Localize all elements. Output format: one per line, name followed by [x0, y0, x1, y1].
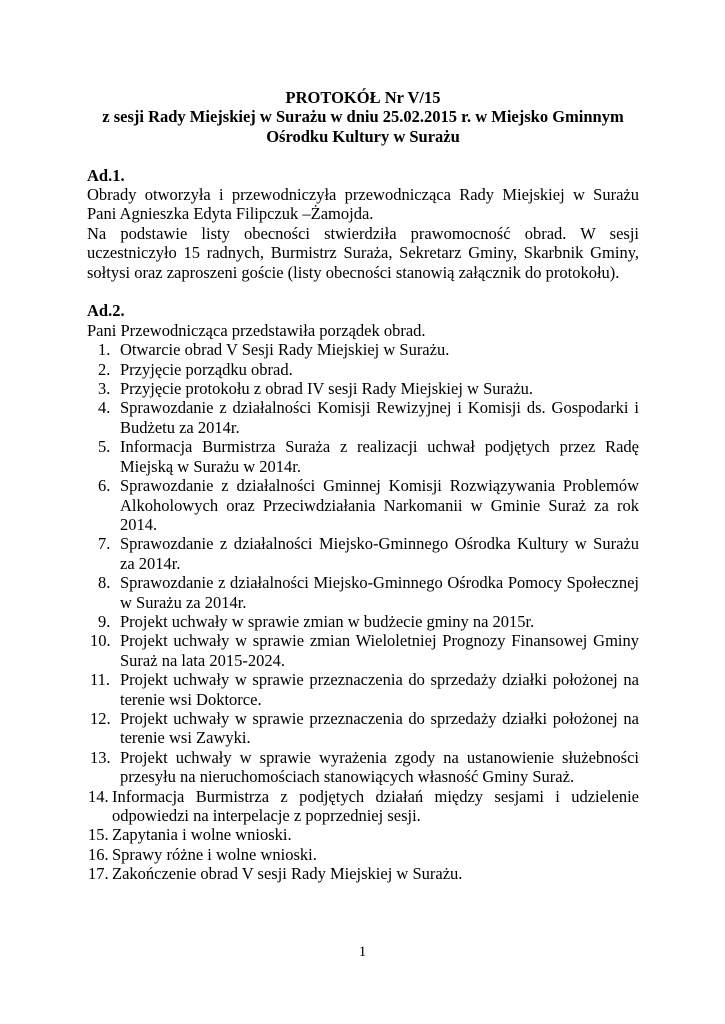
- agenda-item-number: 11.: [90, 670, 111, 690]
- agenda-item-text: Sprawy różne i wolne wnioski.: [112, 844, 317, 864]
- agenda-item-text: Sprawozdanie z działalności Miejsko-Gminnego Ośrodka Pomocy Społecznej w Surażu za 2014r.: [120, 573, 639, 612]
- agenda-item: [87, 825, 639, 844]
- title-line-2: z sesji Rady Miejskiej w Surażu w dniu 25.02.2015 r. w Miejsko Gminnym: [102, 107, 624, 127]
- agenda-item-number: 15.: [88, 825, 109, 845]
- agenda-item: [87, 709, 639, 748]
- agenda-item-number: 13.: [90, 747, 111, 767]
- agenda-item-text: Projekt uchwały w sprawie zmian w budżecie gminy na 2015r.: [120, 611, 535, 631]
- agenda-item-number: 7.: [98, 534, 111, 554]
- agenda-item-text: Sprawozdanie z działalności Gminnej Komisji Rozwiązywania Problemów Alkoholowych oraz Przeciwdziałania Narkomanii w Gminie Suraż za rok 2014.: [120, 476, 639, 534]
- title-line-1: PROTOKÓŁ Nr V/15: [285, 88, 441, 107]
- agenda-item: [87, 631, 639, 670]
- page-number: 1: [358, 944, 367, 960]
- agenda-item-number: 17.: [88, 864, 109, 884]
- agenda-item-text: Sprawozdanie z działalności Komisji Rewizyjnej i Komisji ds. Gospodarki i Budżetu za 2014r.: [120, 398, 639, 437]
- agenda-item-number: 10.: [90, 631, 111, 651]
- agenda-item: [87, 845, 639, 864]
- agenda-list: [87, 340, 639, 883]
- agenda-item: [87, 360, 639, 379]
- agenda-item-text: Projekt uchwały w sprawie przeznaczenia do sprzedaży działki położonej na terenie wsi Doktorce.: [120, 670, 639, 709]
- agenda-item: [87, 864, 639, 883]
- agenda-item-number: 5.: [98, 437, 111, 457]
- agenda-item: [87, 612, 639, 631]
- agenda-item-text: Projekt uchwały w sprawie wyrażenia zgody na ustanowienie służebności przesyłu na nieruchomościach stanowiących własność Gminy Suraż.: [120, 747, 639, 787]
- document-page: [87, 88, 639, 884]
- ad2-heading: Ad.2.: [87, 301, 125, 321]
- agenda-item-text: Przyjęcie porządku obrad.: [120, 359, 293, 379]
- agenda-item-text: Projekt uchwały w sprawie przeznaczenia do sprzedaży działki położonej na terenie wsi Zawyki.: [120, 708, 639, 748]
- agenda-item-text: Informacja Burmistrza Suraża z realizacji uchwał podjętych przez Radę Miejską w Surażu w 2014r.: [120, 437, 639, 476]
- agenda-item-number: 2.: [98, 359, 111, 379]
- agenda-item-number: 16.: [88, 844, 109, 864]
- agenda-item-number: 6.: [98, 476, 111, 496]
- agenda-item-number: 4.: [98, 398, 111, 418]
- agenda-item-text: Zakończenie obrad V sesji Rady Miejskiej w Surażu.: [112, 864, 463, 884]
- agenda-item-text: Zapytania i wolne wnioski.: [112, 825, 292, 845]
- agenda-item-text: Informacja Burmistrza z podjętych działań między sesjami i udzielenie odpowiedzi na interpelacje z poprzedniej sesji.: [112, 786, 639, 825]
- agenda-item: [87, 534, 639, 573]
- agenda-item-number: 9.: [98, 611, 111, 631]
- agenda-item-number: 3.: [98, 379, 111, 399]
- agenda-item: [87, 573, 639, 612]
- title-line-3: Ośrodku Kultury w Surażu: [266, 126, 460, 146]
- agenda-item: [87, 670, 639, 709]
- ad1-paragraph-1: Obrady otworzyła i przewodniczyła przewodnicząca Rady Miejskiej w Surażu Pani Agnieszka Edyta Filipczuk –Żamojda.: [87, 185, 639, 224]
- agenda-item-text: Otwarcie obrad V Sesji Rady Miejskiej w Surażu.: [120, 340, 450, 360]
- document-title: [87, 88, 639, 146]
- agenda-item: [87, 748, 639, 787]
- ad2-intro: Pani Przewodnicząca przedstawiła porządek obrad.: [87, 320, 426, 340]
- agenda-item-number: 14.: [88, 786, 109, 806]
- agenda-item: [87, 787, 639, 826]
- agenda-item-text: Przyjęcie protokołu z obrad IV sesji Rady Miejskiej w Surażu.: [120, 379, 534, 399]
- ad1-paragraph-2: Na podstawie listy obecności stwierdziła prawomocność obrad. W sesji uczestniczyło 15 radnych, Burmistrz Suraża, Sekretarz Gminy, Skarbnik Gminy, sołtysi oraz zaproszeni goście (listy obecności stanowią załącznik do protokołu).: [87, 223, 639, 282]
- agenda-item: [87, 476, 639, 534]
- agenda-item-text: Sprawozdanie z działalności Miejsko-Gminnego Ośrodka Kultury w Surażu za 2014r.: [120, 534, 639, 573]
- agenda-item-text: Projekt uchwały w sprawie zmian Wieloletniej Prognozy Finansowej Gminy Suraż na lata 2015-2024.: [120, 631, 639, 670]
- agenda-item: [87, 379, 639, 398]
- agenda-item: [87, 340, 639, 359]
- agenda-item-number: 8.: [98, 573, 111, 593]
- ad1-heading: Ad.1.: [87, 165, 125, 185]
- agenda-item: [87, 437, 639, 476]
- agenda-item: [87, 398, 639, 437]
- agenda-item-number: 1.: [98, 340, 111, 360]
- agenda-item-number: 12.: [90, 708, 111, 728]
